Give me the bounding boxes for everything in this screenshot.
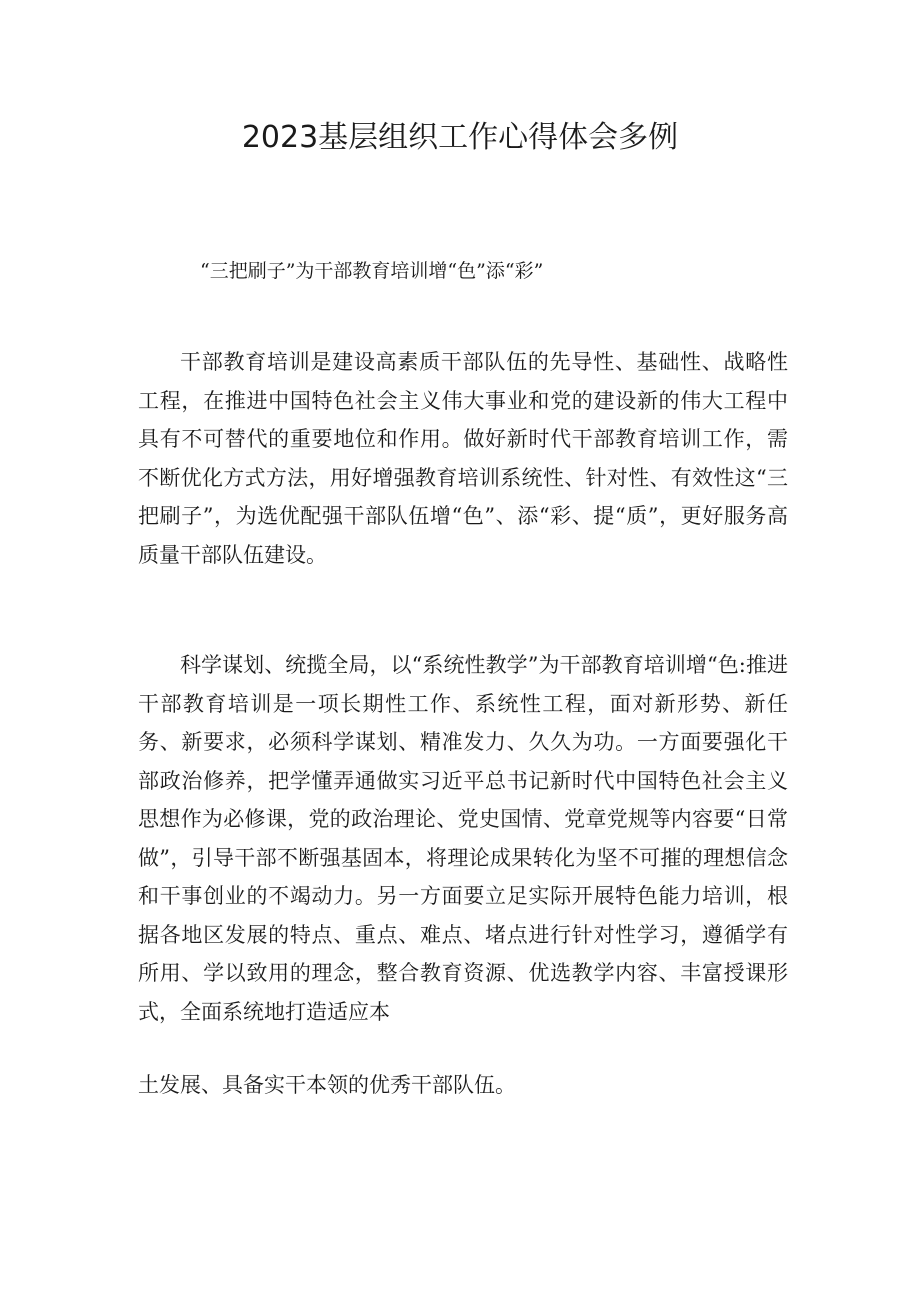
body-paragraph-2: 科学谋划、统揽全局，以“系统性教学”为干部教育培训增“色:推进干部教育培训是一项长期性工作、系统性工程，面对新形势、新任务、新要求，必须科学谋划、精准发力、久久为功。一方面要强化干部政治修养，把学懂弄通做实习近平总书记新时代中国特色社会主义思想作为必修课，党的政治理论、党史国情、党章党规等内容要“日常做”，引导干部不断强基固本，将理论成果转化为坚不可摧的理想信念和干事创业的不竭动力。另一方面要立足实际开展特色能力培训，根据各地区发展的特点、重点、难点、堵点进行针对性学习，遵循学有所用、学以致用的理念，整合教育资源、优选教学内容、丰富授课形式，全面系统地打造适应本 — [138, 653, 788, 1024]
body-paragraph-1: 干部教育培训是建设高素质干部队伍的先导性、基础性、战略性工程，在推进中国特色社会主义伟大事业和党的建设新的伟大工程中具有不可替代的重要地位和作用。做好新时代干部教育培训工作，需不断优化方式方法，用好增强教育培训系统性、针对性、有效性这“三把刷子”，为选优配强干部队伍增“色”、添“彩、提“质”，更好服务高质量干部队伍建设。 — [138, 350, 788, 567]
body-paragraph-2-tail: 土发展、具备实干本领的优秀干部队伍。 — [138, 1073, 516, 1097]
section-subtitle: “三把刷子”为干部教育培训增“色”添“彩” — [200, 260, 544, 282]
document-title: 2023基层组织工作心得体会多例 — [241, 120, 679, 155]
